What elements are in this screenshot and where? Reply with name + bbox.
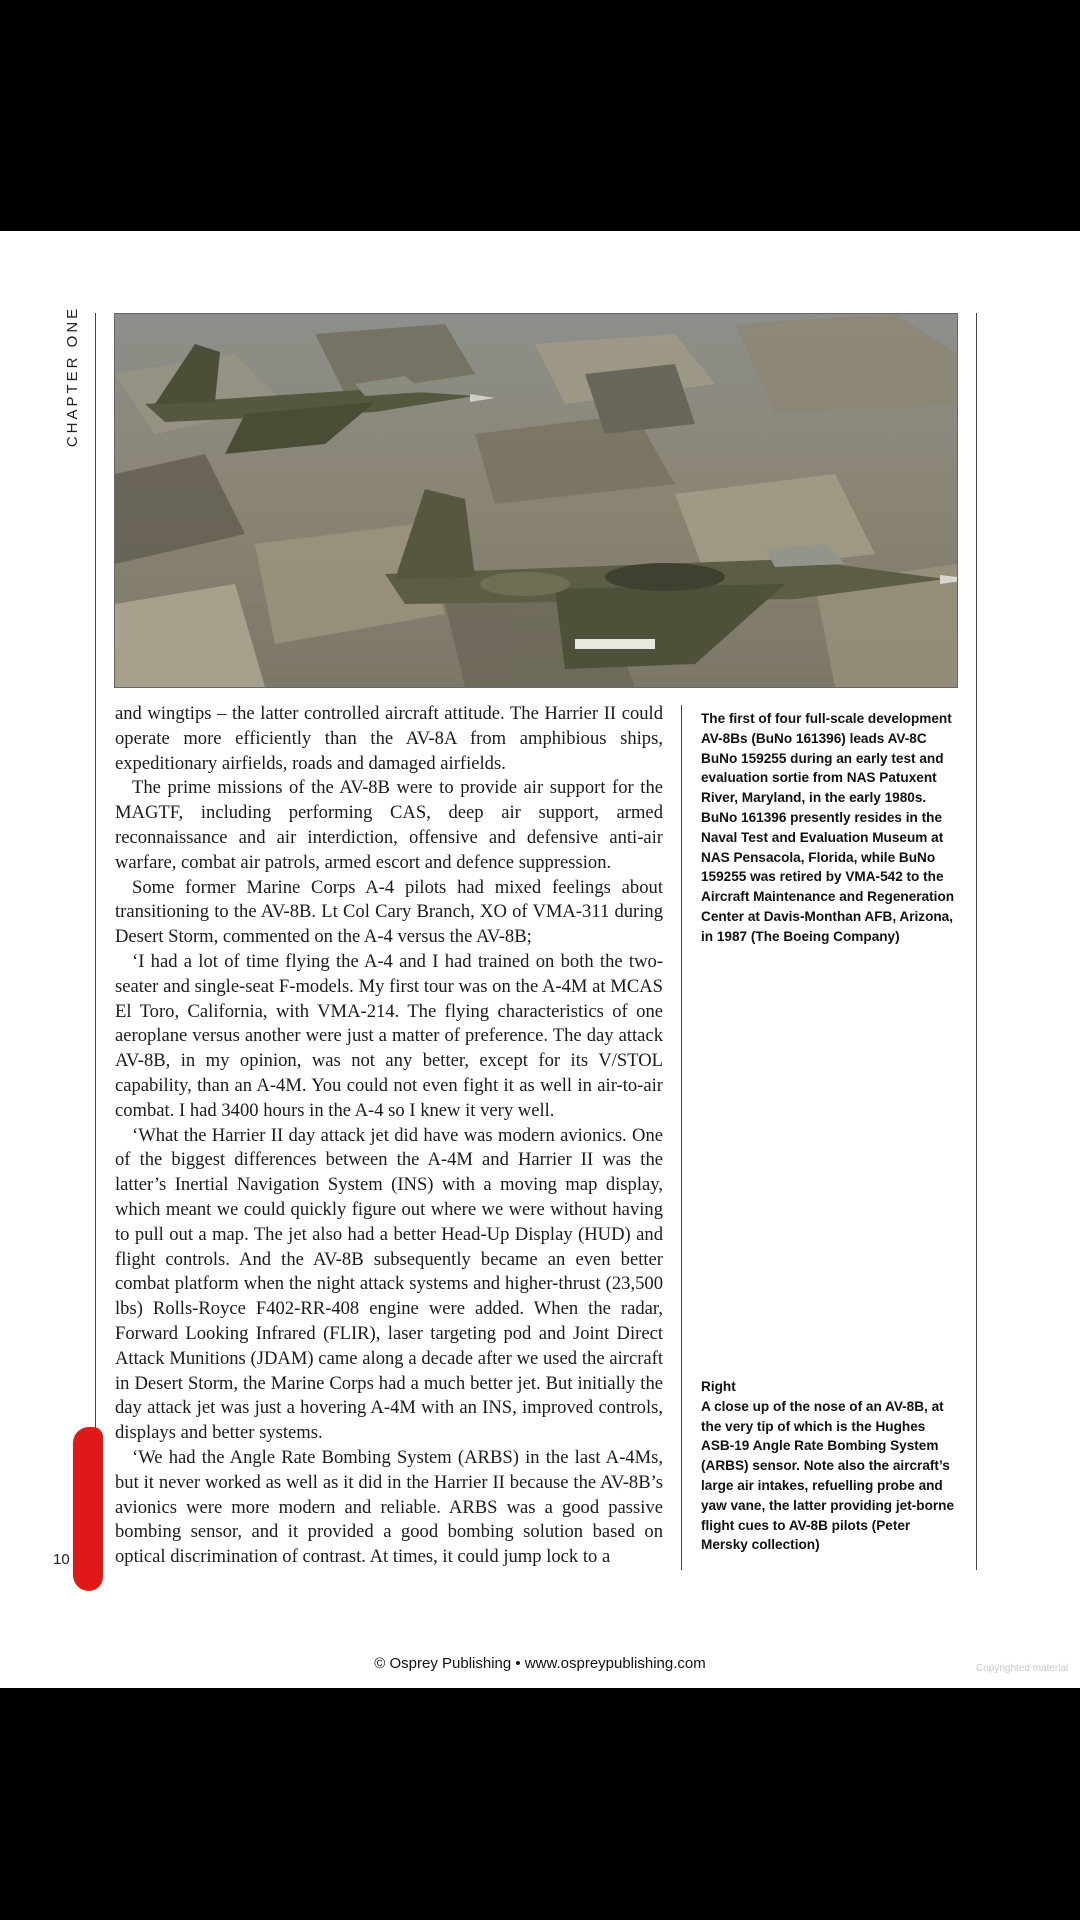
- right-caption-text: A close up of the nose of an AV-8B, at the very tip of which is the Hughes ASB-19 Angle Rate Bombing System (ARBS) sensor. Note also the aircraft’s large air intakes, refuelling probe and yaw vane, the latter providing jet-borne flight cues to AV-8B pilots (Peter Mersky collection): [701, 1398, 955, 1553]
- right-caption-title: Right: [701, 1379, 736, 1394]
- right-caption: [701, 1377, 957, 1555]
- paragraph-3: Some former Marine Corps A-4 pilots had mixed feelings about transitioning to the AV-8B. Lt Col Cary Branch, XO of VMA-311 during Desert Storm, commented on the A-4 versus the AV-8B;: [115, 876, 663, 948]
- red-highlight-mark: [73, 1427, 103, 1591]
- paragraph-2: The prime missions of the AV-8B were to provide air support for the MAGTF, including performing CAS, deep air support, armed reconnaissance and air interdiction, offensive and defensive anti-air warfare, combat air patrols, armed escort and defence suppression.: [115, 777, 663, 873]
- column-rule: [681, 705, 682, 1570]
- body-text: [115, 702, 663, 1570]
- footer-copyright: © Osprey Publishing • www.ospreypublishing.com: [374, 1655, 706, 1672]
- paragraph-1: and wingtips – the latter controlled aircraft attitude. The Harrier II could operate more efficiently than the AV-8A from amphibious ships, expeditionary airfields, roads and damaged airfields.: [115, 703, 663, 774]
- left-rule: [95, 313, 96, 1570]
- chapter-label: [54, 305, 92, 447]
- two-harrier-jets-image: [115, 314, 957, 687]
- copyrighted-material-watermark: Copyrighted material: [976, 1663, 1069, 1674]
- photo-caption: The first of four full-scale development AV-8Bs (BuNo 161396) leads AV-8C BuNo 159255 during an early test and evaluation sortie from NAS Patuxent River, Maryland, in the early 1980s. BuNo 161396 presently resides in the Naval Test and Evaluation Museum at NAS Pensacola, Florida, while BuNo 159255 was retired by VMA-542 to the Aircraft Maintenance and Regeneration Center at Davis-Monthan AFB, Arizona, in 1987 (The Boeing Company): [701, 711, 955, 944]
- right-rule: [976, 313, 977, 1570]
- page-number: 10: [53, 1551, 70, 1568]
- paragraph-5: ‘What the Harrier II day attack jet did have was modern avionics. One of the biggest differences between the A-4M and Harrier II was the latter’s Inertial Navigation System (INS) with a moving map display, which meant we could quickly figure out where we were without having to pull out a map. The jet also had a better Head-Up Display (HUD) and flight controls. And the AV-8B subsequently became an even better combat platform when the night attack systems and higher-thrust (23,500 lbs) Rolls-Royce F402-RR-408 engine were added. When the radar, Forward Looking Infrared (FLIR), laser targeting pod and Joint Direct Attack Munitions (JDAM) came along a decade after we used the aircraft in Desert Storm, the Marine Corps had a much better jet. But initially the day attack jet was just a hovering A-4M with an INS, improved controls, displays and better systems.: [115, 1124, 663, 1444]
- aircraft-photo: [114, 313, 958, 688]
- chapter-label-text: CHAPTER ONE: [64, 305, 82, 447]
- paragraph-4: ‘I had a lot of time flying the A-4 and I had trained on both the two-seater and single-seat F-models. My first tour was on the A-4M at MCAS El Toro, California, with VMA-214. The flying characteristics of one aeroplane versus another were just a matter of preference. The day attack AV-8B, in my opinion, was not any better, except for its V/STOL capability, than an A-4M. You could not even fight it as well in air-to-air combat. I had 3400 hours in the A-4 so I knew it very well.: [115, 950, 663, 1121]
- paragraph-6: ‘We had the Angle Rate Bombing System (ARBS) in the last A-4Ms, but it never worked as well as it did in the Harrier II because the AV-8B’s avionics were more modern and reliable. ARBS was a good passive bombing sensor, and it provided a good bombing solution based on optical discrimination of contrast. At times, it could jump lock to a: [115, 1446, 663, 1568]
